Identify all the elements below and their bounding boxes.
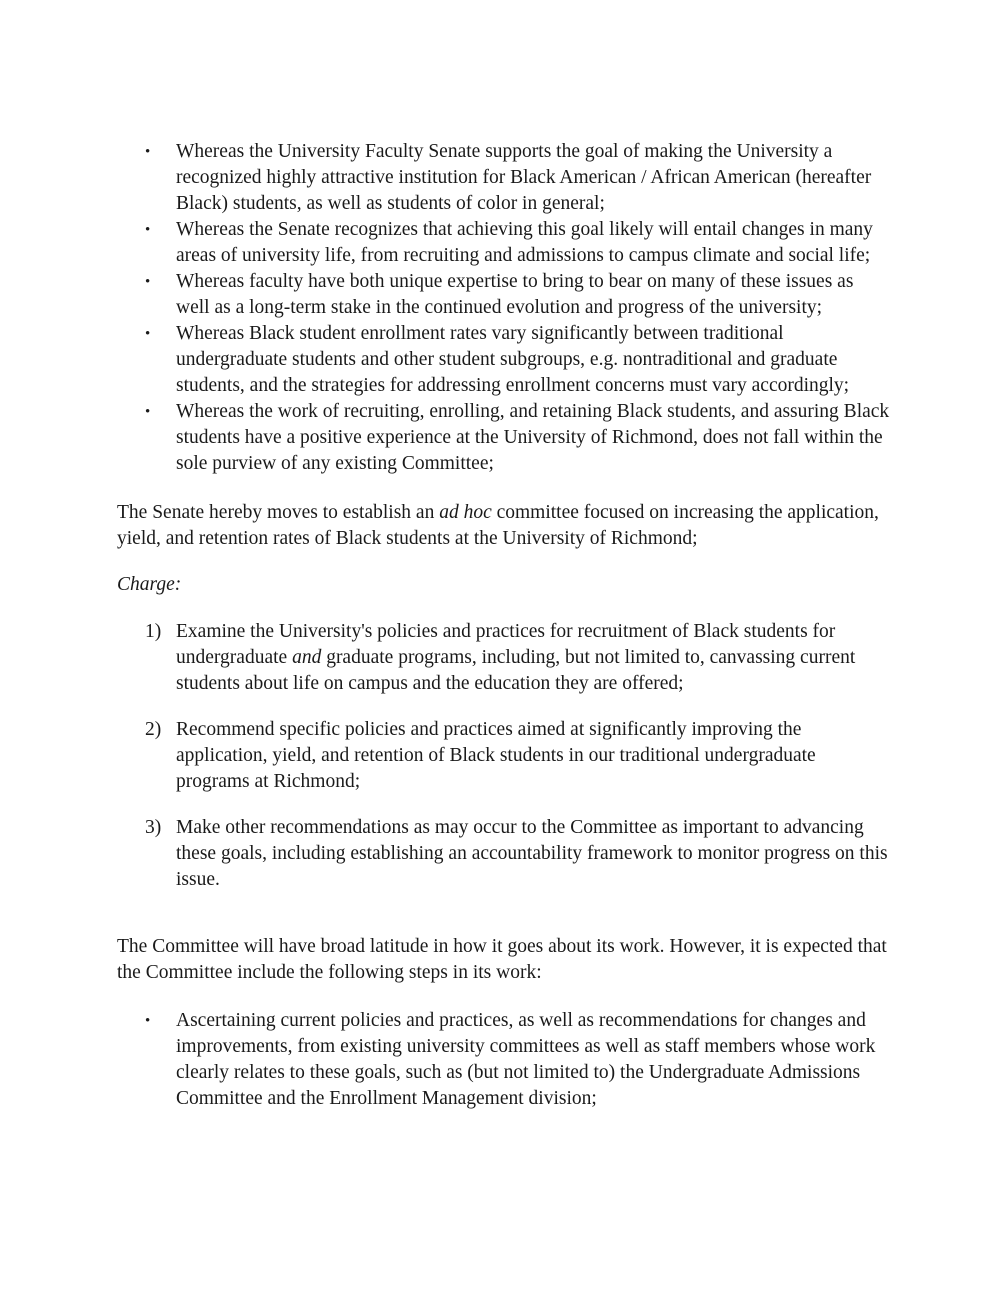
charge-item bbox=[145, 815, 890, 893]
latitude-paragraph: The Committee will have broad latitude in how it goes about its work. However, it is expected that the Committee include the following steps in its work: bbox=[117, 936, 887, 983]
motion-paragraph bbox=[117, 500, 887, 552]
charge-emphasis: and bbox=[292, 647, 322, 668]
charge-text-start: Examine the University's policies and practices for recruitment of Black students for undergraduate bbox=[176, 621, 836, 668]
whereas-item bbox=[145, 321, 890, 399]
bullet-icon: • bbox=[145, 326, 151, 342]
bullet-icon: • bbox=[145, 144, 151, 160]
whereas-text: Whereas the work of recruiting, enrolling, and retaining Black students, and assuring Black students have a positive experience at the University of Richmond, does not fall within the sole purview of any existing Committee; bbox=[176, 401, 890, 474]
whereas-list bbox=[145, 139, 890, 477]
charge-number: 3) bbox=[145, 817, 162, 838]
whereas-item bbox=[145, 139, 890, 217]
whereas-text: Whereas the Senate recognizes that achieving this goal likely will entail changes in many areas of university life, from recruiting and admissions to campus climate and social life; bbox=[176, 219, 873, 266]
charge-heading: Charge: bbox=[117, 574, 182, 595]
charge-text: Make other recommendations as may occur to the Committee as important to advancing these goals, including establishing an accountability framework to monitor progress on this issue. bbox=[176, 817, 888, 890]
whereas-text: Whereas faculty have both unique expertise to bring to bear on many of these issues as well as a long-term stake in the continued evolution and progress of the university; bbox=[176, 271, 854, 318]
bullet-icon: • bbox=[145, 222, 151, 238]
charge-text: Recommend specific policies and practices aimed at significantly improving the application, yield, and retention of Black students in our traditional undergraduate programs at Richmond; bbox=[176, 719, 816, 792]
motion-text-end: committee focused on increasing the application, yield, and retention rates of Black students at the University of Richmond; bbox=[117, 502, 879, 549]
charge-item bbox=[145, 717, 890, 795]
charge-text-end: graduate programs, including, but not limited to, canvassing current students about life on campus and the education they are offered; bbox=[176, 647, 856, 694]
steps-list bbox=[145, 1008, 890, 1112]
step-item bbox=[145, 1008, 890, 1112]
bullet-icon: • bbox=[145, 274, 151, 290]
whereas-text: Whereas Black student enrollment rates vary significantly between traditional undergraduate students and other student subgroups, e.g. nontraditional and graduate students, and the strategies for addressing enrollment concerns must vary accordingly; bbox=[176, 323, 850, 396]
motion-emphasis: ad hoc bbox=[439, 502, 492, 523]
step-text: Ascertaining current policies and practices, as well as recommendations for changes and improvements, from existing university committees as well as staff members whose work clearly relates to these goals, such as (but not limited to) the Undergraduate Admissions Committee and the Enrollment Management division; bbox=[176, 1010, 876, 1109]
charge-list bbox=[145, 619, 890, 913]
bullet-icon: • bbox=[145, 404, 151, 420]
charge-number: 1) bbox=[145, 621, 162, 642]
whereas-item bbox=[145, 399, 890, 477]
motion-text-start: The Senate hereby moves to establish an bbox=[117, 502, 440, 523]
whereas-item bbox=[145, 269, 890, 321]
charge-number: 2) bbox=[145, 719, 162, 740]
whereas-item bbox=[145, 217, 890, 269]
bullet-icon: • bbox=[145, 1013, 151, 1029]
charge-item bbox=[145, 619, 890, 697]
whereas-text: Whereas the University Faculty Senate supports the goal of making the University a recognized highly attractive institution for Black American / African American (hereafter Black) students, as well as students of color in general; bbox=[176, 141, 872, 214]
